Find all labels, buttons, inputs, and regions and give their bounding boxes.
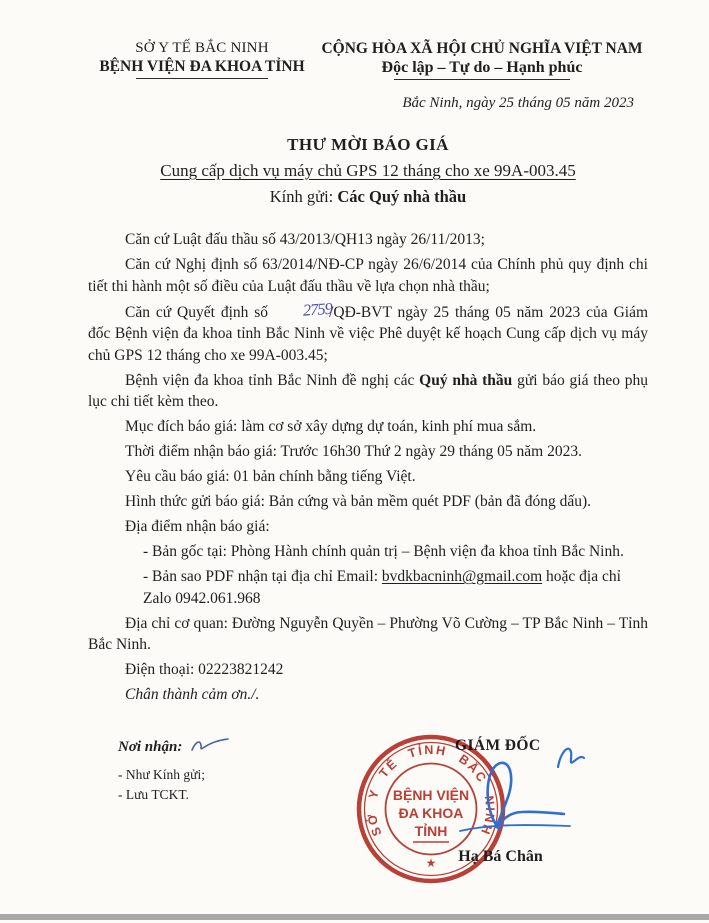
place-date-line: Bắc Ninh, ngày 25 tháng 05 năm 2023	[402, 95, 634, 111]
paragraph-thanks: Chân thành cảm ơn./.	[125, 686, 260, 703]
paragraph-legal-basis-1: Căn cứ Luật đấu thầu số 43/2013/QH13 ngày 26/11/2013;	[125, 231, 485, 248]
request-prefix: Bệnh viện đa khoa tỉnh Bắc Ninh đề nghị các	[125, 371, 420, 389]
paragraph-location-label: Địa điểm nhận báo giá:	[125, 518, 270, 535]
director-signature-ink	[440, 733, 690, 853]
national-header-block	[316, 40, 648, 112]
signature-title: GIÁM ĐỐC	[455, 737, 541, 754]
motto-underline	[394, 79, 570, 80]
national-motto-line2: Độc lập – Tự do – Hạnh phúc	[381, 59, 583, 76]
stamp-star-icon: ★	[425, 856, 437, 870]
national-motto-line1: CỘNG HÒA XÃ HỘI CHỦ NGHĨA VIỆT NAM	[321, 40, 643, 57]
org-name: BỆNH VIỆN ĐA KHOA TỈNH	[99, 58, 305, 75]
signer-name: Hạ Bá Chân	[458, 848, 543, 865]
stamp-line3: TỈNH	[414, 823, 448, 839]
recipients-label: Nơi nhận:	[118, 739, 183, 756]
request-recipient-bold: Quý nhà thầu	[419, 371, 513, 389]
title-block	[88, 135, 648, 207]
zalo-number: Zalo 0942.061.968	[143, 589, 261, 607]
paragraph-phone: Điện thoại: 02223821242	[125, 661, 284, 678]
recipient-item-2: - Lưu TCKT.	[118, 787, 189, 802]
pen-check-mark	[188, 736, 230, 759]
document-subtitle: Cung cấp dịch vụ máy chủ GPS 12 tháng cho xe 99A-003.45	[160, 161, 576, 180]
scanner-edge-artifact	[0, 914, 709, 920]
paragraph-deadline: Thời điểm nhận báo giá: Trước 16h30 Thứ 2 ngày 29 tháng 05 năm 2023.	[125, 443, 582, 460]
decision-prefix: Căn cứ Quyết định số	[125, 303, 269, 321]
recipients-block	[118, 736, 230, 805]
handwritten-decision-number: 2759	[302, 298, 333, 320]
paragraph-purpose: Mục đích báo giá: làm cơ sở xây dựng dự toán, kinh phí mua sắm.	[125, 418, 537, 435]
pdf-copy-suffix: hoặc địa chỉ	[542, 568, 621, 585]
document-body	[88, 229, 648, 706]
pdf-copy-prefix: - Bản sao PDF nhận tại địa chỉ Email:	[143, 568, 382, 585]
parent-org-name: SỞ Y TẾ BẮC NINH	[135, 40, 269, 56]
request-suffix: gửi báo giá theo phụ lục chi tiết kèm theo.	[88, 371, 648, 410]
paragraph-office-address: Địa chỉ cơ quan: Đường Nguyễn Quyền – Phường Võ Cường – TP Bắc Ninh – Tỉnh Bắc Ninh.	[88, 614, 648, 653]
org-underline	[136, 78, 268, 79]
document-title: THƯ MỜI BÁO GIÁ	[287, 135, 449, 154]
stamp-line1: BỆNH VIỆN	[392, 787, 470, 803]
paragraph-legal-basis-2: Căn cứ Nghị định số 63/2014/NĐ-CP ngày 26/6/2014 của Chính phủ quy định chi tiết thi hành một số điều của Luật đấu thầu về lựa chọn nhà thầu;	[88, 256, 648, 295]
paragraph-request	[88, 370, 648, 413]
bullet-original-copy: - Bản gốc tại: Phòng Hành chính quản trị – Bệnh viện đa khoa tỉnh Bắc Ninh.	[143, 543, 624, 560]
paragraph-format: Hình thức gửi báo giá: Bản cứng và bản mềm quét PDF (bản đã đóng dấu).	[125, 493, 591, 510]
issuing-org-block	[88, 40, 316, 112]
document-header	[88, 40, 648, 112]
salutation-recipient: Các Quý nhà thầu	[337, 187, 467, 206]
paragraph-requirement: Yêu cầu báo giá: 01 bản chính bằng tiếng Việt.	[125, 468, 416, 485]
stamp-line2: ĐA KHOA	[398, 805, 464, 821]
email-address: bvdkbacninh@gmail.com	[381, 568, 543, 585]
salutation-label: Kính gửi:	[269, 187, 338, 206]
bullet-pdf-copy	[143, 566, 648, 609]
recipient-item-1: - Như Kính gửi;	[118, 767, 206, 782]
decision-suffix: /QĐ-BVT ngày 25 tháng 05 năm 2023 của Giám đốc Bệnh viện đa khoa tỉnh Bắc Ninh về việc Phê duyệt kế hoạch Cung cấp dịch vụ máy chủ GPS 12 tháng cho xe 99A-003.45;	[88, 303, 649, 364]
paragraph-legal-basis-3	[88, 298, 649, 367]
salutation-line	[88, 187, 648, 207]
stamp-ring-text: SỞ Y TẾ TỈNH BẮC NINH	[364, 742, 498, 838]
